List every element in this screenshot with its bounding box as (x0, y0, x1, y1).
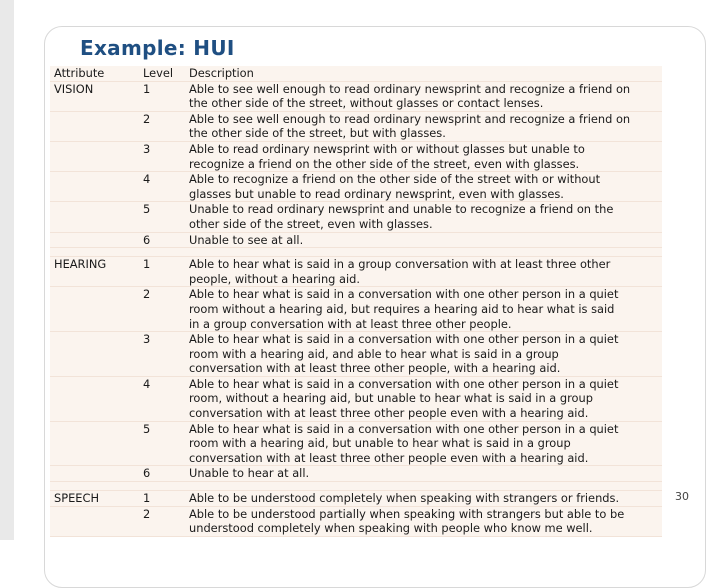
description-line: Able to hear what is said in a conversation with one other person in a quiet (189, 421, 619, 436)
header-attribute: Attribute (54, 66, 105, 80)
table-row (50, 377, 662, 422)
section-spacer (50, 248, 662, 257)
description-line: Able to be understood partially when speaking with strangers but able to be (189, 506, 625, 521)
attribute-cell (50, 202, 143, 231)
table-row (50, 466, 662, 482)
table-row (50, 507, 662, 537)
description-line: other side of the street, even with glasses. (189, 216, 433, 231)
level-cell: 1 (143, 81, 151, 96)
description-cell (189, 142, 662, 171)
level-cell: 1 (143, 257, 151, 272)
table-row (50, 422, 662, 467)
level-cell: 1 (143, 491, 151, 506)
table-row (50, 172, 662, 202)
level-cell: 3 (143, 332, 151, 347)
description-line: Unable to read ordinary newsprint and unable to recognize a friend on the (189, 202, 614, 217)
description-line: Unable to hear at all. (189, 466, 310, 481)
table-row (50, 257, 662, 287)
level-cell: 5 (143, 421, 151, 436)
description-line: Able to hear what is said in a conversation with one other person in a quiet (189, 376, 619, 391)
description-line: Able to be understood completely when speaking with strangers or friends. (189, 491, 620, 506)
description-cell (189, 257, 662, 286)
description-cell (189, 507, 662, 536)
description-cell (189, 287, 662, 331)
attribute-cell: HEARING (54, 257, 107, 272)
description-line: understood completely when speaking with people who know me well. (189, 521, 593, 536)
description-line: glasses but unable to read ordinary newsprint, even with glasses. (189, 186, 564, 201)
description-cell (189, 82, 662, 111)
table-row (50, 287, 662, 332)
description-line: people, without a hearing aid. (189, 271, 361, 286)
section-spacer (50, 482, 662, 491)
level-cell: 4 (143, 172, 151, 187)
table-row (50, 491, 662, 507)
description-cell (189, 112, 662, 141)
description-line: the other side of the street, without glasses or contact lenses. (189, 96, 544, 111)
level-cell: 2 (143, 506, 151, 521)
description-cell (189, 172, 662, 201)
description-line: room with a hearing aid, but unable to hear what is said in a group (189, 436, 571, 451)
attribute-cell (50, 172, 143, 201)
description-line: room without a hearing aid, but requires a hearing aid to hear what is said (189, 301, 615, 316)
header-level: Level (143, 66, 174, 80)
description-line: the other side of the street, but with glasses. (189, 126, 446, 141)
table-row (50, 332, 662, 377)
table-row (50, 112, 662, 142)
attribute-cell: VISION (54, 81, 94, 96)
attribute-cell (50, 233, 143, 248)
page-number: 30 (675, 490, 689, 503)
level-cell: 3 (143, 141, 151, 156)
description-line: Able to hear what is said in a group conversation with at least three other (189, 257, 611, 272)
level-cell: 5 (143, 202, 151, 217)
level-cell: 6 (143, 466, 151, 481)
attribute-cell (50, 507, 143, 536)
description-line: Able to hear what is said in a conversation with one other person in a quiet (189, 332, 619, 347)
description-cell (189, 332, 662, 376)
table-header-row (50, 66, 662, 82)
description-line: conversation with at least three other people even with a hearing aid. (189, 450, 589, 465)
description-line: in a group conversation with at least three other people. (189, 316, 512, 331)
attribute-cell (50, 332, 143, 376)
description-line: Able to hear what is said in a conversation with one other person in a quiet (189, 287, 619, 302)
description-line: room with a hearing aid, and able to hear what is said in a group (189, 346, 559, 361)
header-description: Description (189, 66, 254, 80)
description-cell (189, 466, 662, 481)
level-cell: 6 (143, 232, 151, 247)
table-row (50, 202, 662, 232)
hui-table (50, 66, 662, 537)
description-line: conversation with at least three other people even with a hearing aid. (189, 406, 589, 421)
description-line: recognize a friend on the other side of the street, even with glasses. (189, 156, 580, 171)
description-line: Unable to see at all. (189, 232, 304, 247)
side-bar (0, 0, 14, 540)
attribute-cell (50, 112, 143, 141)
description-line: Able to read ordinary newsprint with or without glasses but unable to (189, 141, 585, 156)
attribute-cell (50, 287, 143, 331)
description-cell (189, 233, 662, 248)
description-line: Able to see well enough to read ordinary newsprint and recognize a friend on (189, 81, 631, 96)
description-line: Able to recognize a friend on the other side of the street with or without (189, 172, 601, 187)
attribute-cell (50, 142, 143, 171)
description-line: conversation with at least three other people, with a hearing aid. (189, 361, 561, 376)
level-cell: 2 (143, 287, 151, 302)
table-row (50, 142, 662, 172)
attribute-cell (50, 422, 143, 466)
description-cell (189, 491, 662, 506)
attribute-cell: SPEECH (54, 491, 100, 506)
description-cell (189, 202, 662, 231)
level-cell: 4 (143, 376, 151, 391)
level-cell: 2 (143, 111, 151, 126)
attribute-cell (50, 466, 143, 481)
slide-title: Example: HUI (80, 36, 235, 60)
description-cell (189, 377, 662, 421)
description-line: room, without a hearing aid, but unable to hear what is said in a group (189, 391, 593, 406)
description-line: Able to see well enough to read ordinary newsprint and recognize a friend on (189, 111, 631, 126)
attribute-cell (50, 377, 143, 421)
table-row (50, 233, 662, 249)
table-row (50, 82, 662, 112)
description-cell (189, 422, 662, 466)
